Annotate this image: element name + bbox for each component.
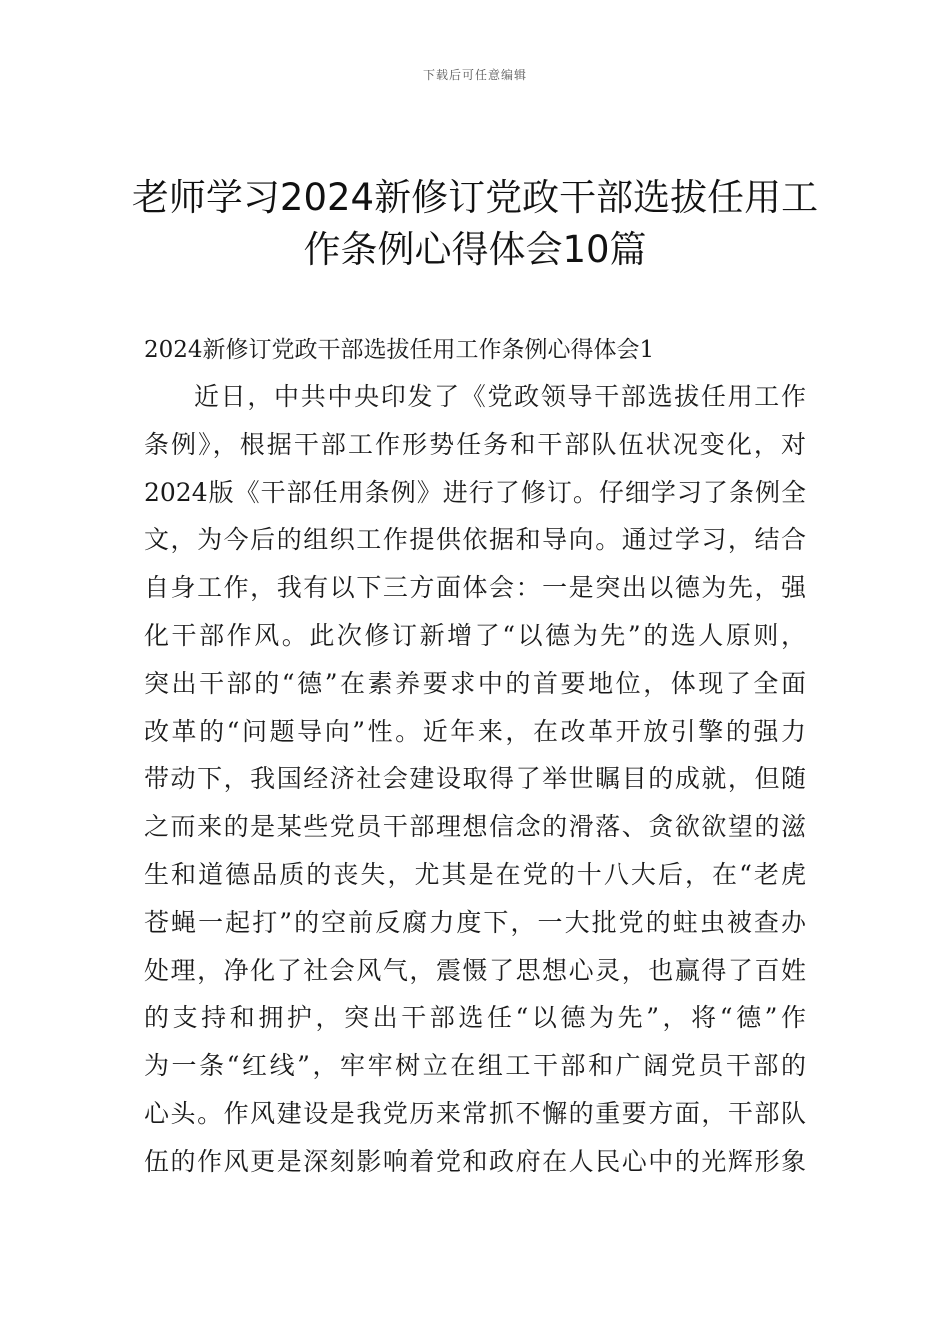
body-line: 伍的作风更是深刻影响着党和政府在人民心中的光辉形象 bbox=[144, 1146, 806, 1176]
body-line: 的支持和拥护，突出干部选任“以德为先”，将“德”作 bbox=[144, 1003, 806, 1033]
section-heading: 2024新修订党政干部选拔任用工作条例心得体会1 bbox=[144, 337, 655, 363]
body-line: 心头。作风建设是我党历来常抓不懈的重要方面，干部队 bbox=[144, 1098, 806, 1128]
body-line: 苍蝇一起打”的空前反腐力度下，一大批党的蛀虫被查办 bbox=[144, 907, 806, 937]
body-line: 突出干部的“德”在素养要求中的首要地位，体现了全面 bbox=[144, 668, 806, 698]
title-line-1: 老师学习2024新修订党政干部选拔任用工 bbox=[131, 176, 819, 219]
body-line: 处理，净化了社会风气，震慑了思想心灵，也赢得了百姓 bbox=[144, 955, 806, 985]
body-line: 化干部作风。此次修订新增了“以德为先”的选人原则， bbox=[144, 620, 806, 650]
body-line: 近日，中共中央印发了《党政领导干部选拔任用工作 bbox=[194, 382, 806, 411]
body-line: 带动下，我国经济社会建设取得了举世瞩目的成就，但随 bbox=[144, 764, 806, 794]
body-line: 为一条“红线”，牢牢树立在组工干部和广阔党员干部的 bbox=[144, 1051, 806, 1081]
body-line: 改革的“问题导向”性。近年来，在改革开放引擎的强力 bbox=[144, 716, 806, 746]
header-note: 下载后可任意编辑 bbox=[422, 68, 527, 82]
title-line-2: 作条例心得体会10篇 bbox=[303, 228, 647, 271]
body-line: 生和道德品质的丧失，尤其是在党的十八大后，在“老虎 bbox=[144, 859, 806, 889]
body-line: 之而来的是某些党员干部理想信念的滑落、贪欲欲望的滋 bbox=[144, 812, 806, 842]
body-line: 文，为今后的组织工作提供依据和导向。通过学习，结合 bbox=[144, 525, 806, 555]
body-line: 条例》，根据干部工作形势任务和干部队伍状况变化，对 bbox=[144, 429, 806, 459]
body-paragraph bbox=[144, 378, 806, 1191]
document-title bbox=[120, 172, 830, 276]
body-line: 自身工作，我有以下三方面体会：一是突出以德为先，强 bbox=[144, 573, 806, 603]
body-line: 2024版《干部任用条例》进行了修订。仔细学习了条例全 bbox=[144, 477, 806, 507]
